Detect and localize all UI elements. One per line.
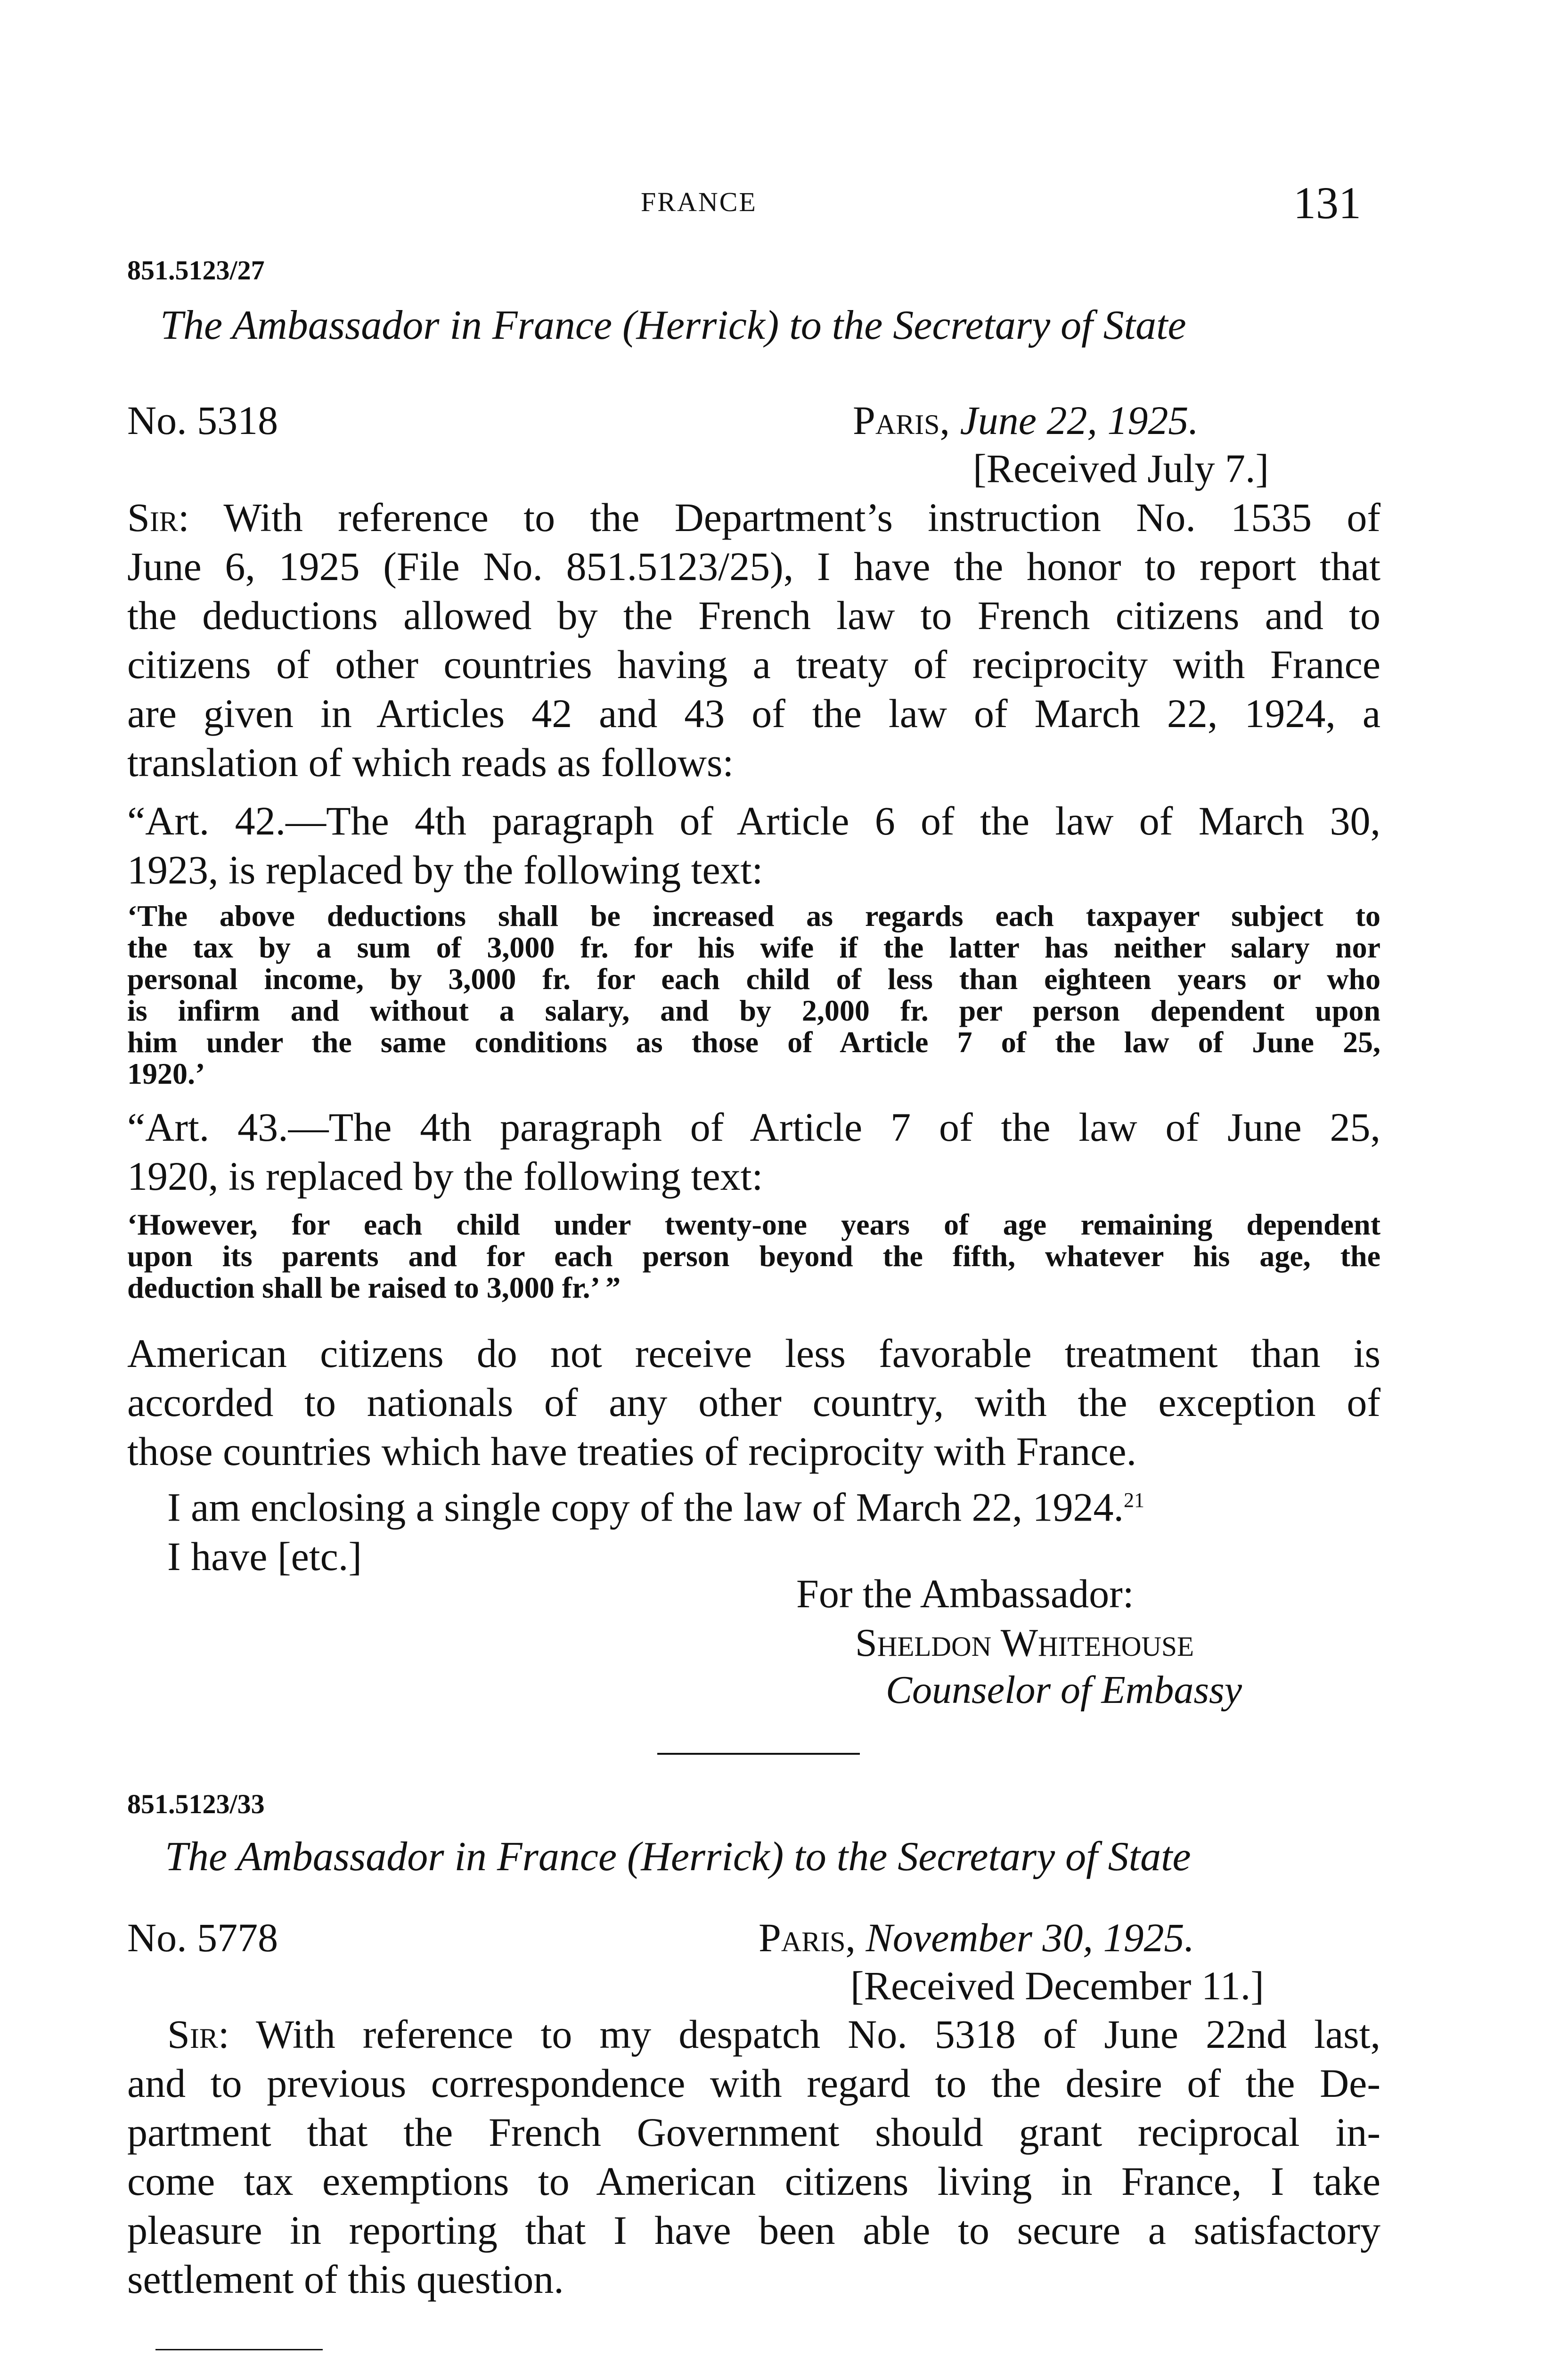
received-note: [Received July 7.]	[973, 446, 1269, 491]
article-42-intro	[127, 796, 1380, 894]
text-line: accorded to nationals of any other country, with the exception of	[127, 1380, 1380, 1425]
place: Paris,	[853, 398, 950, 443]
despatch-number: No. 5318	[127, 398, 278, 443]
signature-for-line: For the Ambassador:	[796, 1571, 1134, 1616]
text-line: Sir: With reference to the Department’s instruction No. 1535 of	[127, 495, 1380, 540]
page-number: 131	[1293, 178, 1361, 228]
text-line: personal income, by 3,000 fr. for each child of less than eighteen years or who	[127, 962, 1380, 996]
text-line: the tax by a sum of 3,000 fr. for his wife if the latter has neither salary nor	[127, 931, 1380, 964]
text-line: are given in Articles 42 and 43 of the law of March 22, 1924, a	[127, 691, 1380, 736]
text-line: translation of which reads as follows:	[127, 740, 734, 785]
file-number: 851.5123/33	[127, 1789, 265, 1819]
text-line: Sir: With reference to my despatch No. 5318 of June 22nd last,	[167, 2012, 1380, 2057]
text-line: citizens of other countries having a treaty of reciprocity with France	[127, 642, 1380, 687]
text-line: June 6, 1925 (File No. 851.5123/25), I have the honor to report that	[127, 544, 1380, 589]
letter-paragraph	[127, 493, 1380, 787]
salutation: Sir:	[167, 2012, 229, 2057]
article-43-intro	[127, 1103, 1380, 1201]
date: November 30, 1925.	[866, 1915, 1194, 1960]
text-line: ‘The above deductions shall be increased as regards each taxpayer subject to	[127, 899, 1380, 933]
text-line: deduction shall be raised to 3,000 fr.’ ”	[127, 1271, 621, 1304]
text-line: pleasure in reporting that I have been able to secure a satisfactory	[127, 2208, 1380, 2253]
signer-name: Sheldon Whitehouse	[855, 1621, 1194, 1665]
text-line: is infirm and without a salary, and by 2,000 fr. per person dependent upon	[127, 994, 1380, 1027]
text-line: 1920, is replaced by the following text:	[127, 1153, 763, 1199]
signer-title: Counselor of Embassy	[886, 1668, 1242, 1712]
date: June 22, 1925.	[960, 398, 1199, 443]
letter-paragraph	[127, 2010, 1380, 2304]
document-heading: The Ambassador in France (Herrick) to the Secretary of State	[165, 1834, 1191, 1880]
text-line: the deductions allowed by the French law to French citizens and to	[127, 593, 1380, 638]
despatch-number: No. 5778	[127, 1915, 278, 1960]
received-note: [Received December 11.]	[850, 1963, 1264, 2008]
place: Paris,	[759, 1915, 856, 1960]
closing: I have [etc.]	[167, 1533, 362, 1579]
salutation: Sir:	[127, 495, 189, 540]
quoted-text-article-42	[127, 900, 1380, 1089]
text-line: come tax exemptions to American citizens living in France, I take	[127, 2159, 1380, 2204]
text-line: “Art. 43.—The 4th paragraph of Article 7 of the law of June 25,	[127, 1104, 1380, 1150]
text-line: partment that the French Government should grant reciprocal in-	[127, 2110, 1380, 2155]
footnote-reference[interactable]: 21	[1124, 1489, 1145, 1512]
footnote-divider	[155, 2349, 323, 2350]
text-line: and to previous correspondence with regard to the desire of the De-	[127, 2061, 1380, 2106]
text-line: him under the same conditions as those of Article 7 of the law of June 25,	[127, 1025, 1380, 1059]
section-divider	[657, 1753, 860, 1755]
dateline	[759, 1913, 1194, 1962]
text-line: I am enclosing a single copy of the law of March 22, 1924.21	[167, 1484, 1145, 1530]
text-line: those countries which have treaties of reciprocity with France.	[127, 1429, 1137, 1474]
letter-paragraph	[127, 1329, 1380, 1581]
text-line: “Art. 42.—The 4th paragraph of Article 6 of the law of March 30,	[127, 798, 1380, 843]
text-line: 1923, is replaced by the following text:	[127, 847, 763, 892]
quoted-text-article-43	[127, 1209, 1380, 1303]
text-line: ‘However, for each child under twenty-one years of age remaining dependent	[127, 1208, 1380, 1241]
running-head: FRANCE	[641, 187, 757, 217]
text-line: American citizens do not receive less favorable treatment than is	[127, 1331, 1380, 1376]
text-line: 1920.’	[127, 1057, 205, 1090]
document-heading: The Ambassador in France (Herrick) to the Secretary of State	[160, 303, 1186, 348]
file-number: 851.5123/27	[127, 255, 265, 286]
text-line: upon its parents and for each person beyond the fifth, whatever his age, the	[127, 1239, 1380, 1273]
text-line: settlement of this question.	[127, 2257, 564, 2302]
dateline	[853, 396, 1199, 445]
